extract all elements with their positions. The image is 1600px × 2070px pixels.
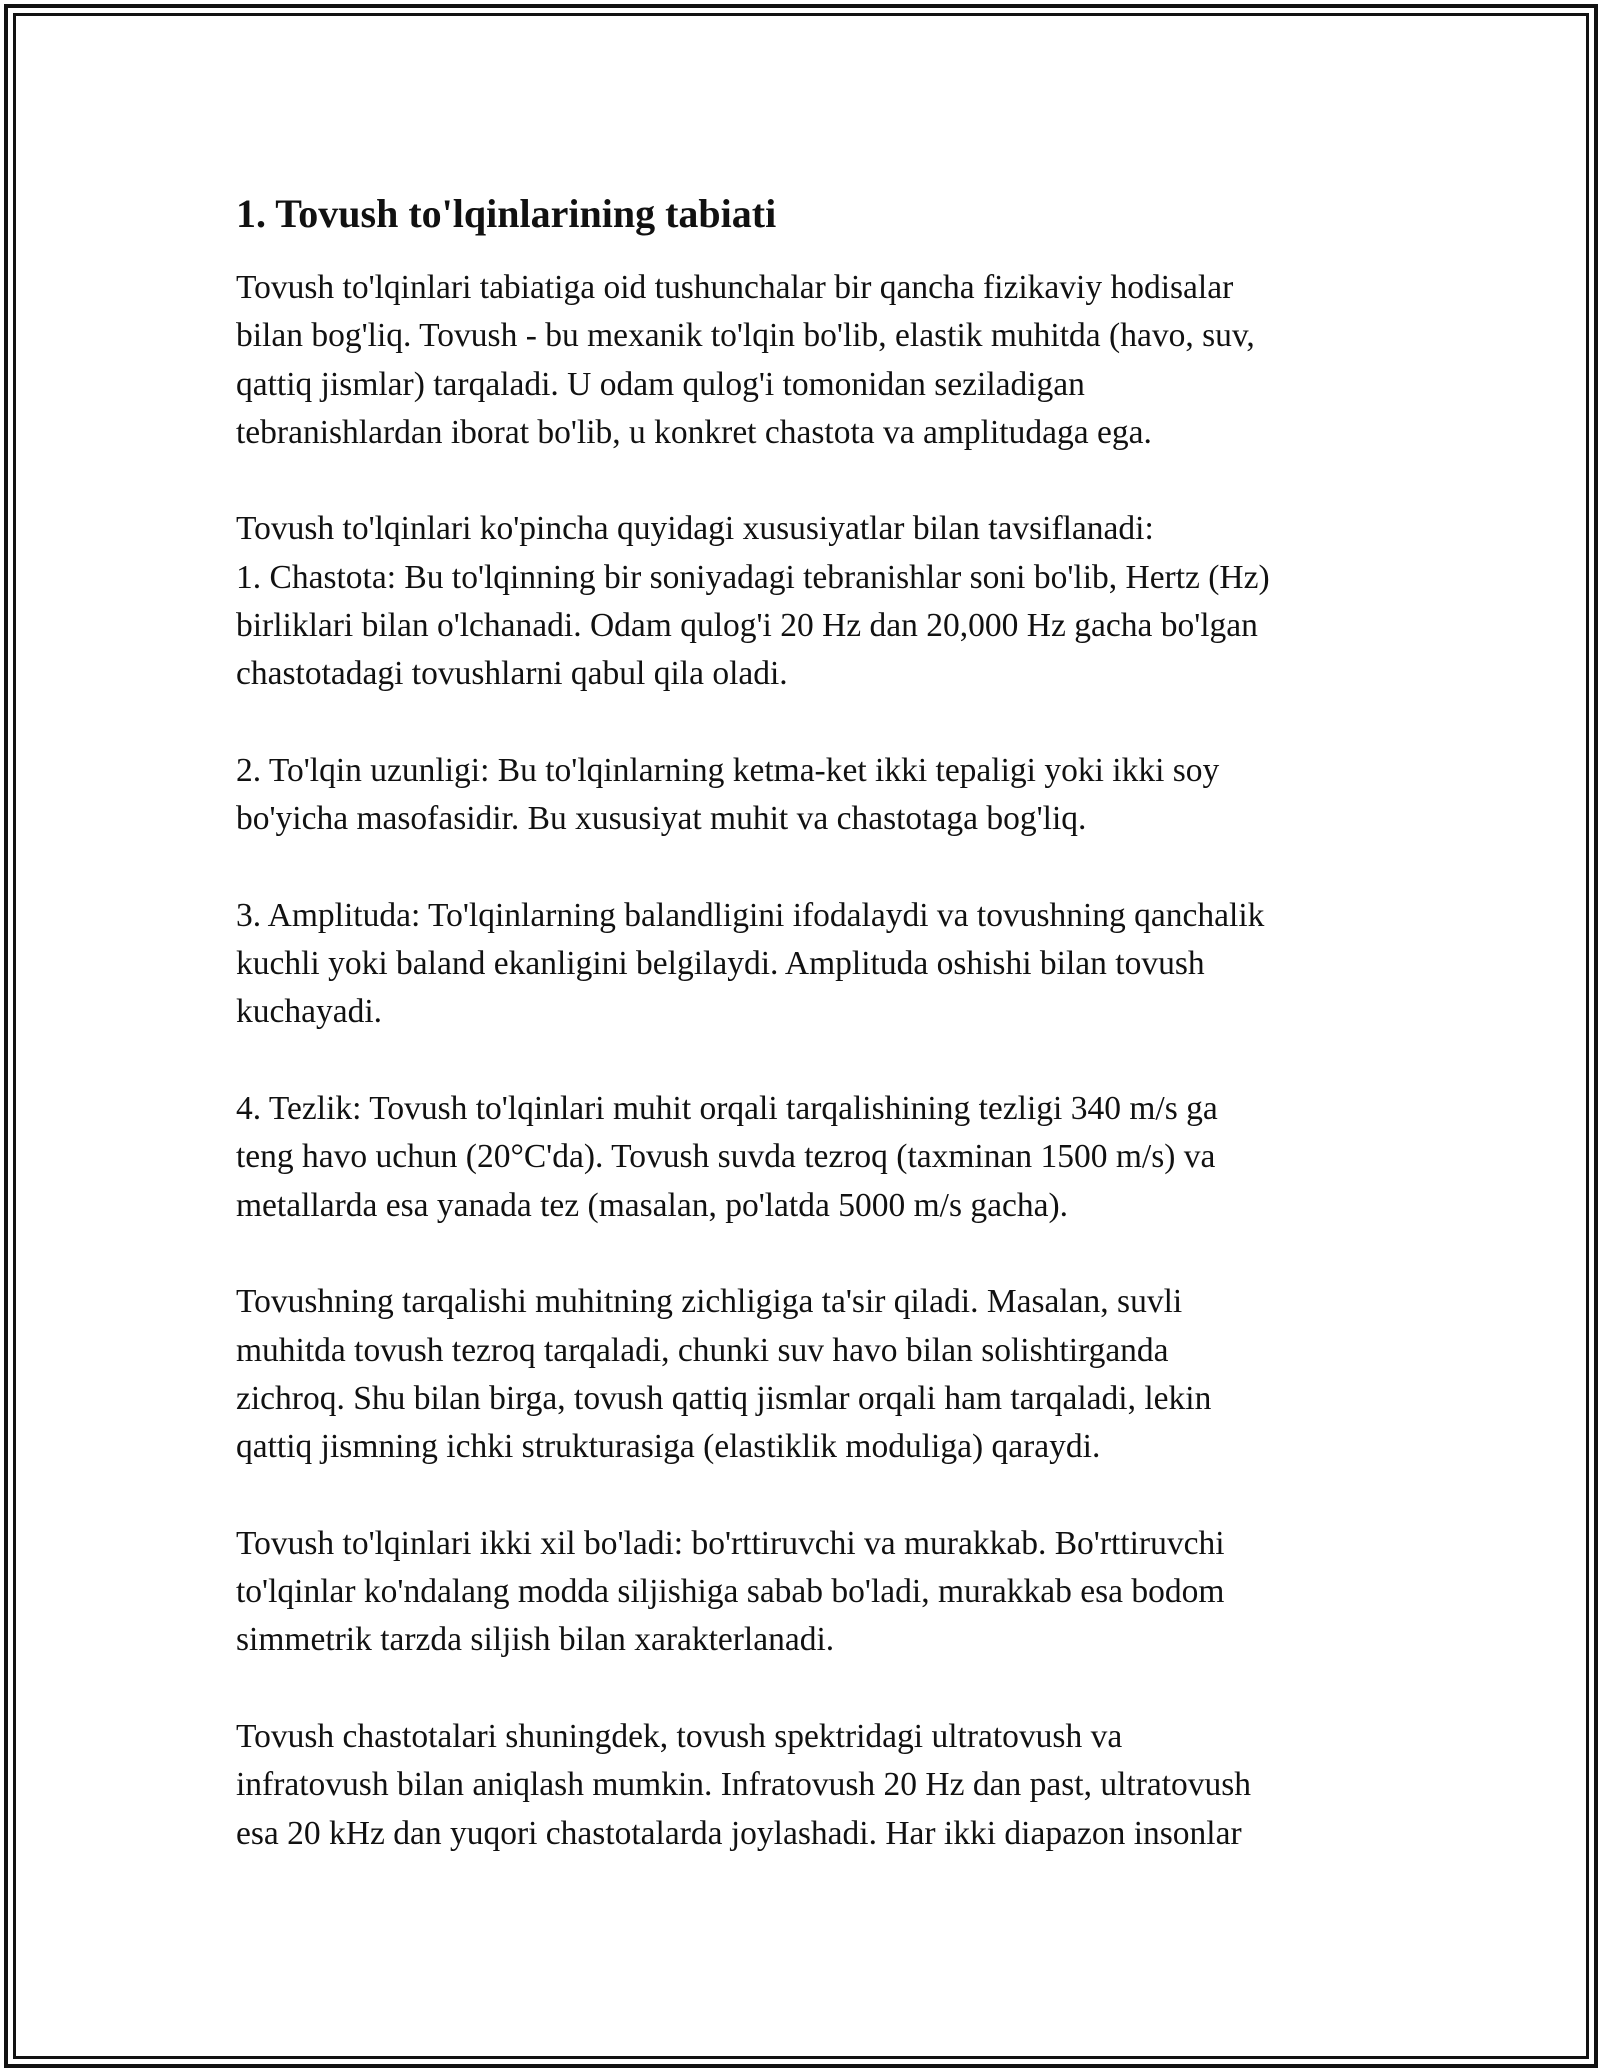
text-line: metallarda esa yanada tez (masalan, po'latda 5000 m/s gacha). (236, 1186, 1069, 1224)
paragraph-spacer (236, 844, 1386, 892)
paragraph-wavelength (236, 747, 1386, 844)
section-title: 1. Tovush to'lqinlarining tabiati (236, 191, 777, 236)
text-line: tebranishlardan iborat bo'lib, u konkret chastota va amplitudaga ega. (236, 413, 1152, 451)
text-line: bo'yicha masofasidir. Bu xususiyat muhit va chastotaga bog'liq. (236, 800, 1087, 838)
document-body (236, 186, 1386, 1858)
text-line: 2. To'lqin uzunligi: Bu to'lqinlarning ketma-ket ikki tepaligi yoki ikki soy (236, 751, 1220, 789)
paragraph-amplitude (236, 892, 1386, 1037)
text-line: bilan bog'liq. Tovush - bu mexanik to'lqin bo'lib, elastik muhitda (havo, suv, (236, 317, 1255, 355)
text-line: 4. Tezlik: Tovush to'lqinlari muhit orqali tarqalishining tezligi 340 m/s ga (236, 1090, 1218, 1128)
text-line: qattiq jismning ichki strukturasiga (elastiklik moduliga) qaraydi. (236, 1428, 1101, 1466)
paragraph-spacer (236, 1230, 1386, 1278)
text-line: Tovush to'lqinlari ko'pincha quyidagi xususiyatlar bilan tavsiflanadi: (236, 510, 1154, 548)
paragraph-speed (236, 1085, 1386, 1230)
text-line: chastotadagi tovushlarni qabul qila oladi. (236, 655, 788, 693)
text-line: to'lqinlar ko'ndalang modda siljishiga sabab bo'ladi, murakkab esa bodom (236, 1573, 1225, 1611)
paragraph-spacer (236, 457, 1386, 505)
paragraph-spectrum (236, 1713, 1386, 1858)
text-line: 3. Amplituda: To'lqinlarning balandligini ifodalaydi va tovushning qanchalik (236, 896, 1265, 934)
paragraph-spacer (236, 699, 1386, 747)
text-line: esa 20 kHz dan yuqori chastotalarda joylashadi. Har ikki diapazon insonlar (236, 1814, 1242, 1852)
paragraph-spacer (236, 1037, 1386, 1085)
text-line: kuchli yoki baland ekanligini belgilaydi. Amplituda oshishi bilan tovush (236, 945, 1205, 983)
text-line: Tovush to'lqinlari ikki xil bo'ladi: bo'rttiruvchi va murakkab. Bo'rttiruvchi (236, 1524, 1225, 1562)
paragraph-frequency (236, 505, 1386, 698)
paragraph-spacer (236, 1665, 1386, 1713)
paragraph-spacer (236, 1471, 1386, 1519)
paragraph-density (236, 1278, 1386, 1471)
text-line: muhitda tovush tezroq tarqaladi, chunki suv havo bilan solishtirganda (236, 1331, 1169, 1369)
text-line: simmetrik tarzda siljish bilan xarakterlanadi. (236, 1621, 835, 1659)
paragraph-wave-types (236, 1520, 1386, 1665)
text-line: qattiq jismlar) tarqaladi. U odam qulog'i tomonidan seziladigan (236, 365, 1085, 403)
text-line: Tovush chastotalari shuningdek, tovush spektridagi ultratovush va (236, 1717, 1123, 1755)
text-line: 1. Chastota: Bu to'lqinning bir soniyadagi tebranishlar soni bo'lib, Hertz (Hz) (236, 558, 1270, 596)
text-line: zichroq. Shu bilan birga, tovush qattiq jismlar orqali ham tarqaladi, lekin (236, 1379, 1212, 1417)
text-line: kuchayadi. (236, 993, 383, 1031)
paragraph-intro (236, 264, 1386, 457)
text-line: teng havo uchun (20°C'da). Tovush suvda tezroq (taxminan 1500 m/s) va (236, 1138, 1216, 1176)
text-line: infratovush bilan aniqlash mumkin. Infratovush 20 Hz dan past, ultratovush (236, 1766, 1252, 1804)
text-line: Tovush to'lqinlari tabiatiga oid tushunchalar bir qancha fizikaviy hodisalar (236, 269, 1234, 306)
text-line: Tovushning tarqalishi muhitning zichligiga ta'sir qiladi. Masalan, suvli (236, 1283, 1183, 1321)
text-line: birliklari bilan o'lchanadi. Odam qulog'i 20 Hz dan 20,000 Hz gacha bo'lgan (236, 607, 1258, 645)
